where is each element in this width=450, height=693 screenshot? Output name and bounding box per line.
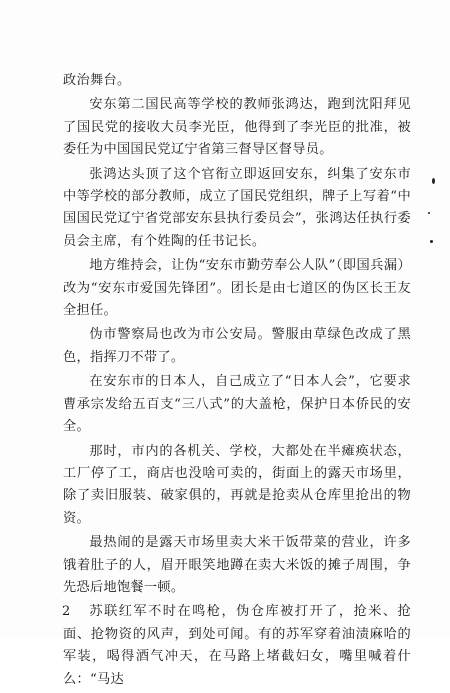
paragraph-1: 政治舞台。 [63,73,131,88]
paragraph-5: 伪市警察局也改为市公安局。警服由草绿色改成了黑色，指挥刀不带了。 [63,327,411,365]
paragraph-7: 那时，市内的各机关、学校，大都处在半瘫痪状态，工厂停了工，商店也没啥可卖的，街面上的露天市场里，除了卖旧服装、破家俱的，再就是抢卖从仓库里抢出的物资。 [63,443,411,526]
scan-speck [432,178,435,184]
scan-speck [428,212,430,214]
body-text [63,70,411,693]
paragraph-2: 安东第二国民高等学校的教师张鸿达，跑到沈阳拜见了国民党的接收大员李光臣，他得到了李光臣的批准，被委任为中国国民党辽宁省第三督导区督导员。 [63,97,411,158]
page-number: 2 [62,604,71,619]
paragraph-4: 地方维持会，让伪“安东市勤劳奉公人队”（即国兵漏）改为“安东市爱国先锋团”。团长是由七道区的伪区长王友全担任。 [63,258,411,319]
paragraph-3: 张鸿达头顶了这个官衔立即返回安东，纠集了安东市中等学校的部分教师，成立了国民党组织，牌子上写着“中国国民党辽宁省党部安东县执行委员会”，张鸿达任执行委员会主席，有个姓陶的任书记长。 [63,166,411,249]
paragraph-6: 在安东市的日本人，自己成立了“日本人会”，它要求曹承宗发给五百支“三八式”的大盖枪，保护日本侨民的安全。 [63,374,411,435]
paragraph-9: 苏联红军不时在鸣枪，伪仓库被打开了，抢米、抢面、抢物资的风声，到处可闻。有的苏军穿着油渍麻哈的军装，喝得酒气冲天，在马路上堵截妇女，嘴里喊着什么：“马达 [63,604,411,687]
paragraph-8: 最热闹的是露天市场里卖大米干饭带菜的营业，许多饿着肚子的人，眉开眼笑地蹲在卖大米饭的摊子周围，争先恐后地饱餐一顿。 [63,535,411,595]
scan-speck [430,240,433,243]
